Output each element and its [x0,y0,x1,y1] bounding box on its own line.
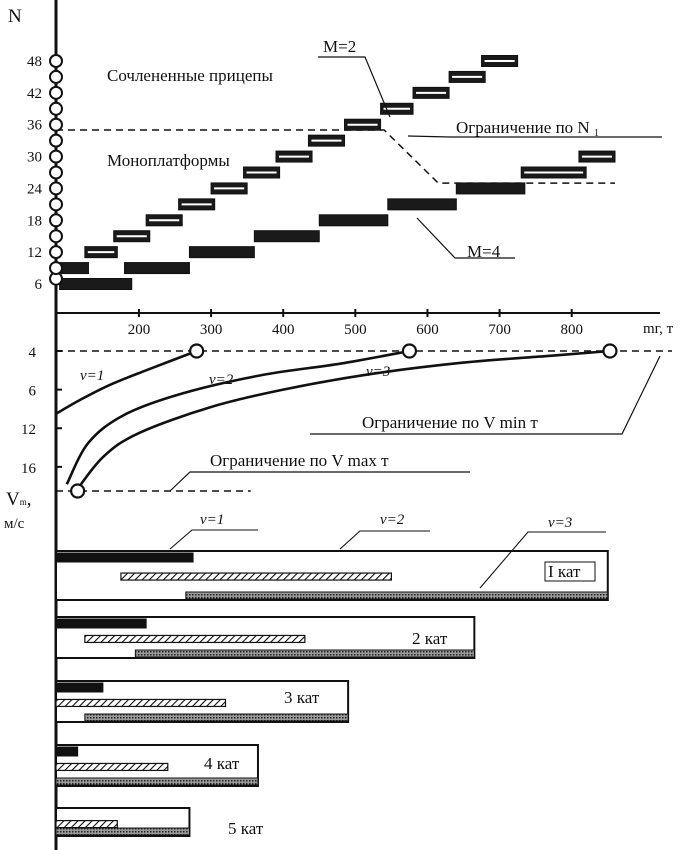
y-tick-label: 48 [27,54,42,70]
range-v3 [135,650,474,657]
axis-marker [50,103,62,115]
x-tick-label: 300 [199,322,223,338]
v-tick-label: 12 [21,422,36,439]
range-v3 [85,714,348,721]
axis-marker [50,182,62,194]
y-tick-label: 6 [34,277,42,293]
curve-label: ν=1 [80,368,105,384]
y-tick-label: 24 [27,181,42,198]
axis-marker [50,135,62,147]
range-v2 [121,573,391,580]
x-tick-label: 700 [488,322,511,338]
category-label: 3 кат [284,688,320,707]
range-v1 [56,619,146,628]
y-tick-label: 18 [27,213,42,230]
category-label: 2 кат [412,629,448,648]
axis-marker [50,87,62,99]
vmax-label: Ограничение по V max т [210,451,389,470]
vmax-leader [170,472,470,491]
bar-monoplatform [254,231,319,242]
range-v3 [56,828,189,835]
bar-monoplatform [388,199,457,210]
axis-marker [50,71,62,83]
x-tick-label: 500 [344,322,367,338]
m4-label: M=4 [467,242,501,261]
x-tick-label: 800 [560,322,583,338]
x-tick-label: 600 [416,322,439,338]
v-axis-label-comma: , [26,489,32,510]
curve-label: ν=3 [366,364,391,380]
legend-leader-v2 [340,531,430,549]
v-tick-label: 16 [21,460,36,477]
category-label: I кат [548,562,581,581]
curve-ν=1 [56,351,197,414]
range-v2 [56,699,226,706]
axis-marker [50,55,62,67]
y-tick-label: 36 [27,117,42,134]
series-label-articulated: Сочлененные прицепы [107,66,273,85]
curve-marker [71,485,84,498]
curve-marker [603,345,616,358]
curve-label: ν=2 [209,372,234,388]
axis-marker [50,246,62,258]
category-label: 4 кат [204,754,240,773]
axis-marker [50,119,62,131]
legend-label: ν=1 [200,512,225,528]
axis-marker [50,198,62,210]
x-axis-label: mг, т [643,321,674,337]
legend-leader-v1 [170,530,258,549]
limit-n1-label: Ограничение по N 1 [456,118,599,139]
x-tick-label: 200 [127,322,151,338]
category-label: 5 кат [228,819,264,838]
range-v1 [56,553,193,562]
m2-label: M=2 [323,37,357,56]
curve-marker [403,345,416,358]
bar-monoplatform [456,183,525,194]
range-v1 [56,747,78,756]
range-v2 [85,635,305,642]
v-tick-label: 6 [28,383,36,400]
bar-monoplatform [189,247,254,258]
series-label-monoplatform: Моноплатформы [107,151,230,170]
y-tick-label: 12 [27,245,42,262]
curve-marker [190,345,203,358]
axis-marker [50,214,62,226]
m4-leader [417,218,515,258]
range-v1 [56,683,103,692]
legend-label: ν=3 [548,515,573,531]
y-axis-label: N [8,6,22,27]
range-v3 [56,778,258,785]
axis-marker [50,151,62,163]
range-v2 [56,763,168,770]
axis-marker [50,167,62,179]
bar-monoplatform [60,263,89,274]
vmin-label: Ограничение по V min т [362,413,538,432]
m2-leader [318,57,390,117]
y-tick-label: 30 [27,149,42,166]
limit-n1-label-sub: 1 [593,128,599,139]
bar-monoplatform [319,215,388,226]
y-tick-label: 42 [27,85,42,102]
legend-label: ν=2 [380,512,405,528]
v-tick-label: 4 [28,345,36,361]
bar-monoplatform [60,279,132,290]
axis-marker [50,262,62,274]
x-tick-label: 400 [271,322,295,338]
bar-monoplatform [125,263,190,274]
range-v3 [186,592,608,599]
axis-marker [50,230,62,242]
v-axis-units: м/с [4,516,25,532]
range-v2 [56,821,117,828]
v-axis-label-sub: m [19,497,27,507]
v-axis-label: Vm, [6,489,32,510]
